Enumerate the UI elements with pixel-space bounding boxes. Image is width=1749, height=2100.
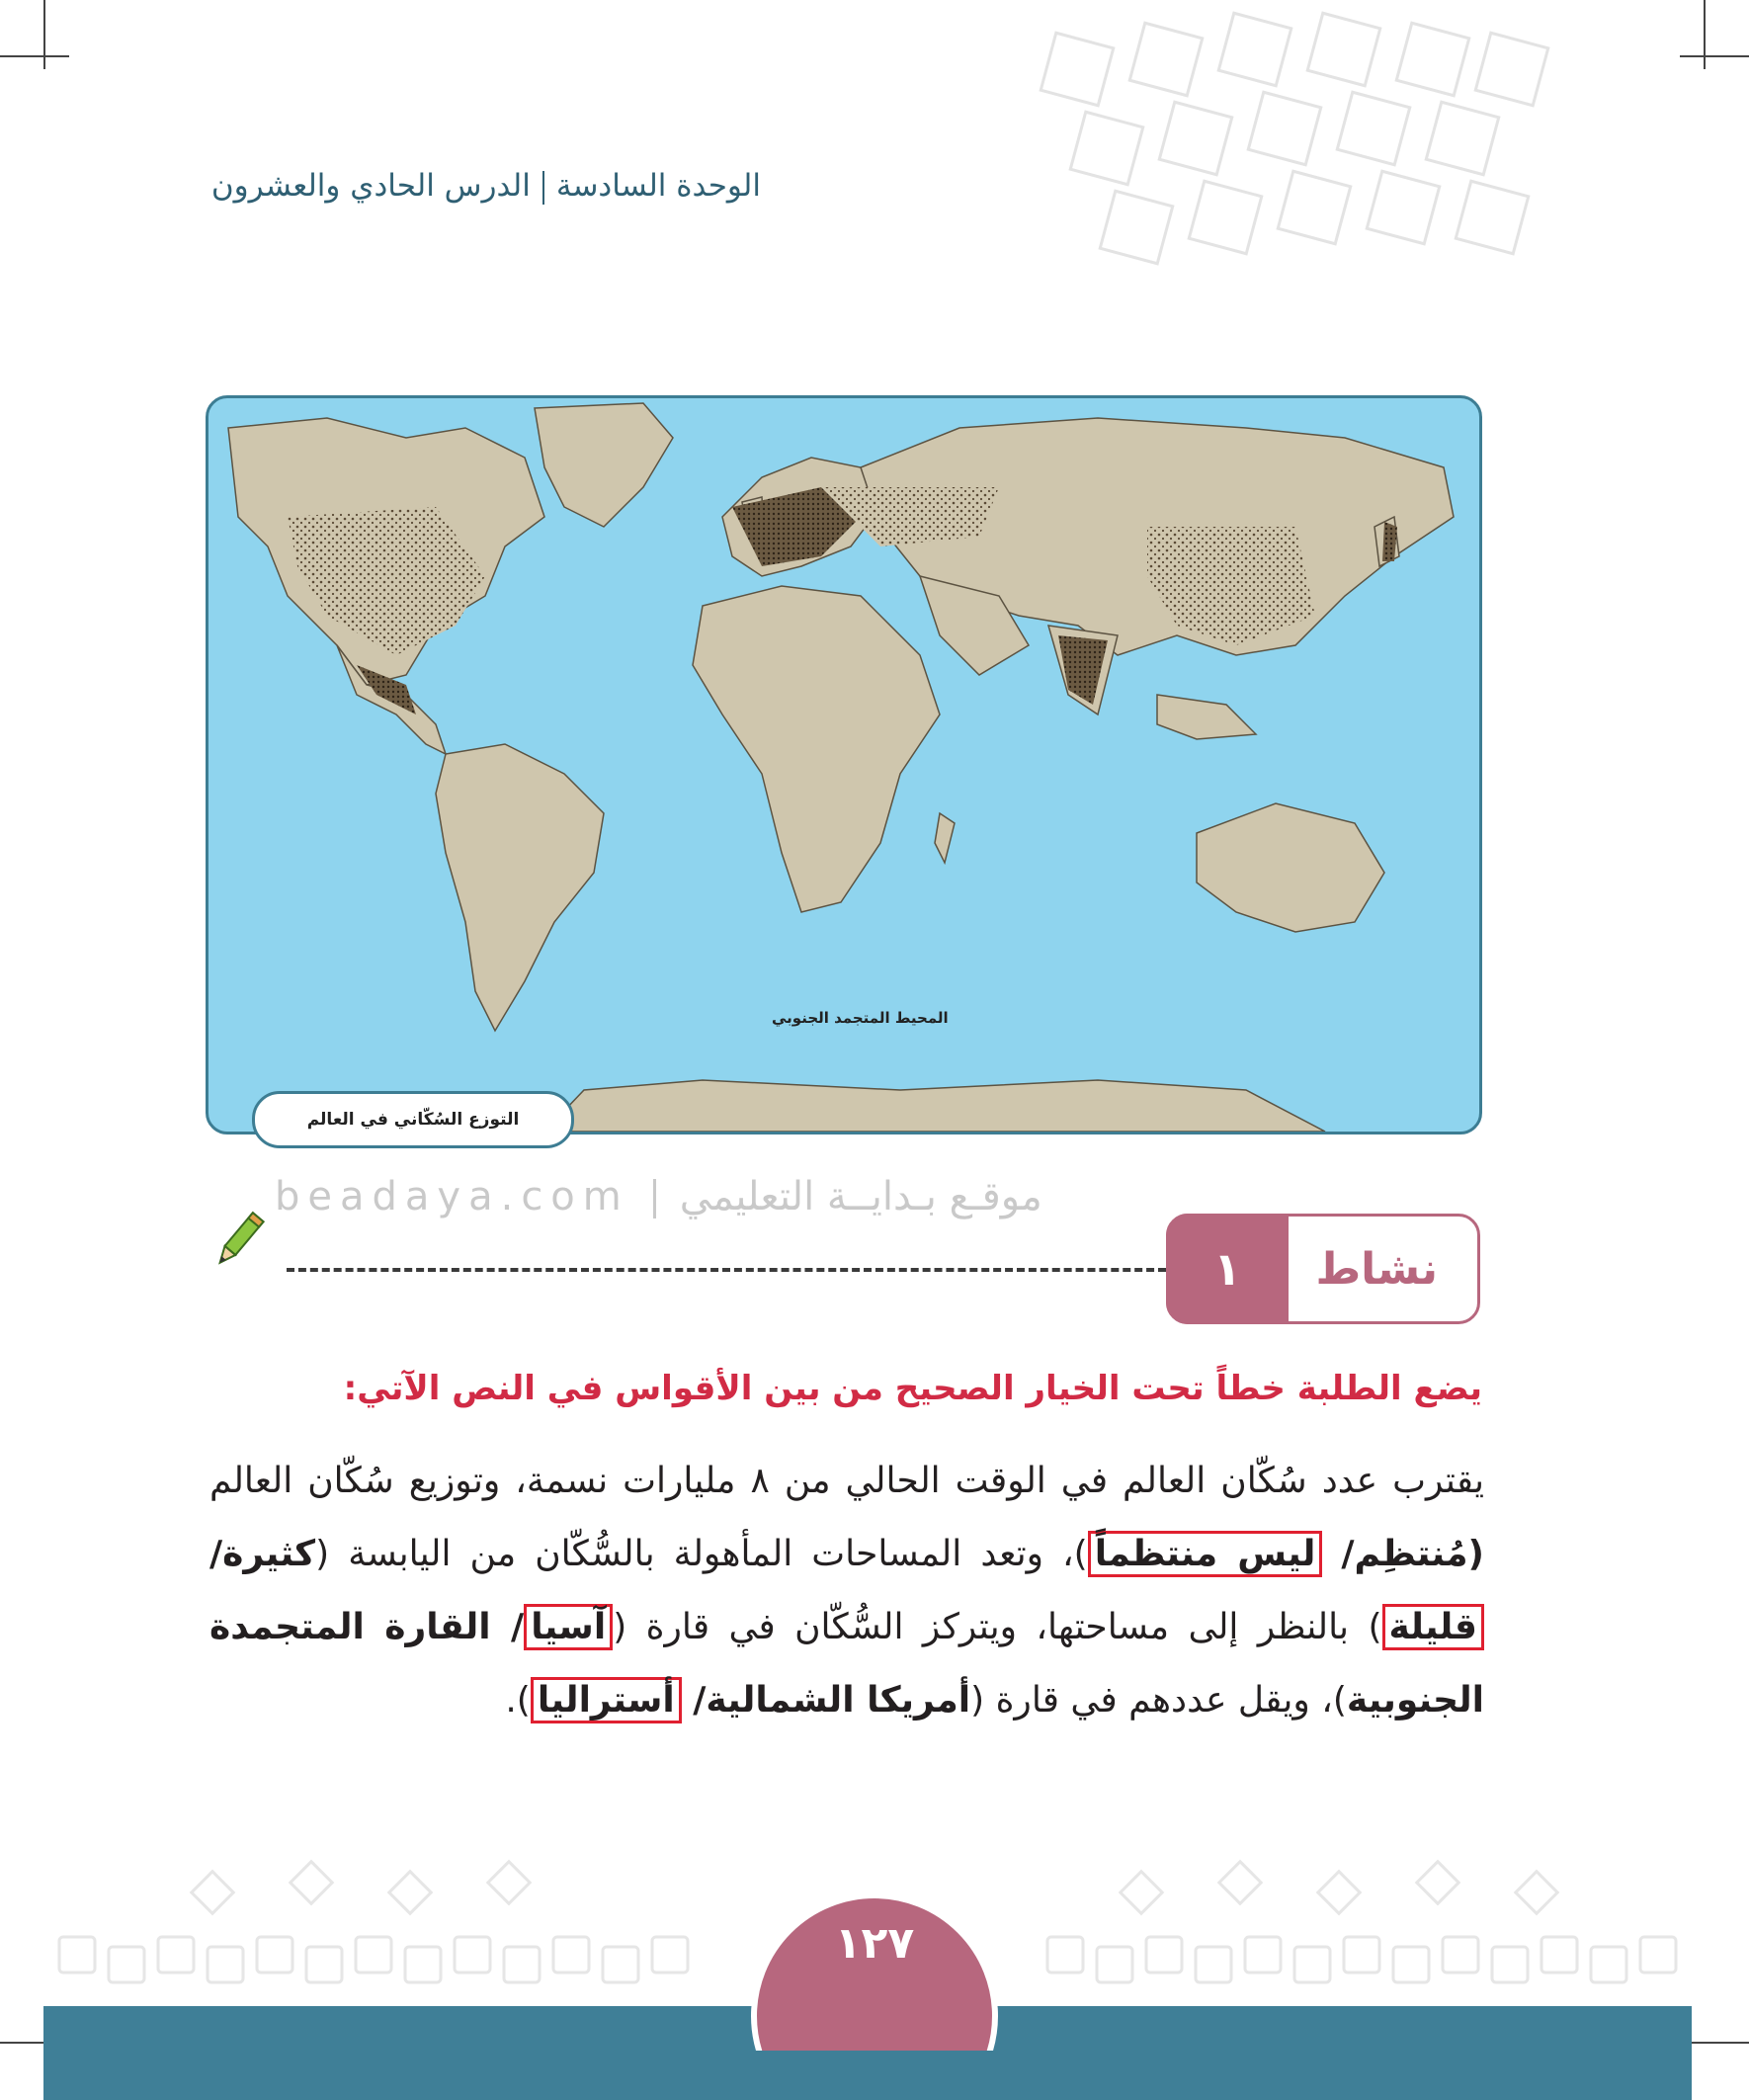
ocean-label: المحيط المتجمد الجنوبي — [772, 1009, 949, 1027]
page-number-circle — [751, 1892, 998, 2051]
activity-number: ١ — [1166, 1214, 1289, 1324]
map-caption: التوزع السُكّاني في العالم — [252, 1091, 574, 1148]
watermark-separator — [653, 1179, 656, 1218]
header-separator — [542, 171, 544, 205]
world-population-map — [206, 395, 1482, 1134]
unit-title: الوحدة السادسة — [555, 168, 761, 204]
activity-label: نشاط — [1315, 1243, 1438, 1295]
para-text: يقترب عدد سُكّان العالم في الوقت الحالي من ٨ مليارات نسمة، وتوزيع سُكّان العالم — [209, 1461, 1484, 1501]
activity-paragraph — [209, 1445, 1484, 1737]
para-text: )، وتعد المساحات المأهولة بالسُّكّان من اليابسة ( — [315, 1534, 1088, 1574]
option-north-america[interactable]: أمريكا الشمالية/ — [693, 1680, 971, 1721]
watermark-arabic: موقـع بـدايــة التعليمي — [679, 1174, 1042, 1219]
watermark-site: beadaya.com — [275, 1174, 629, 1219]
para-bracket: ( — [1467, 1534, 1484, 1574]
option-few-selected[interactable]: قليلة — [1382, 1604, 1485, 1650]
para-text: ). — [505, 1680, 531, 1721]
option-australia-selected[interactable]: أستراليا — [531, 1677, 682, 1723]
option-not-regular-selected[interactable]: ليس منتظماً — [1088, 1531, 1323, 1577]
pencil-icon — [203, 1208, 272, 1277]
page-number-badge — [751, 1892, 998, 2051]
unit-lesson-header — [211, 168, 761, 205]
activity-header — [1166, 1214, 1480, 1324]
para-text: ) بالنظر إلى مساحتها، ويتركز السُّكّان في قارة ( — [613, 1607, 1382, 1647]
option-regular[interactable]: مُنتظِم/ — [1341, 1534, 1468, 1574]
para-text: )، ويقل عددهم في قارة ( — [970, 1680, 1347, 1721]
lesson-title: الدرس الحادي والعشرون — [210, 168, 531, 204]
option-many[interactable]: كثيرة/ — [209, 1534, 316, 1574]
option-asia-selected[interactable]: آسيا — [524, 1604, 613, 1650]
watermark — [275, 1174, 1042, 1219]
activity-instruction: يضع الطلبة خطاً تحت الخيار الصحيح من بين الأقواس في النص الآتي: — [343, 1369, 1482, 1408]
activity-divider — [287, 1268, 1166, 1272]
page-number: ١٢٧ — [834, 1918, 915, 1969]
option-antarctica[interactable]: / القارة المتجمدة الجنوبية — [209, 1607, 1484, 1721]
